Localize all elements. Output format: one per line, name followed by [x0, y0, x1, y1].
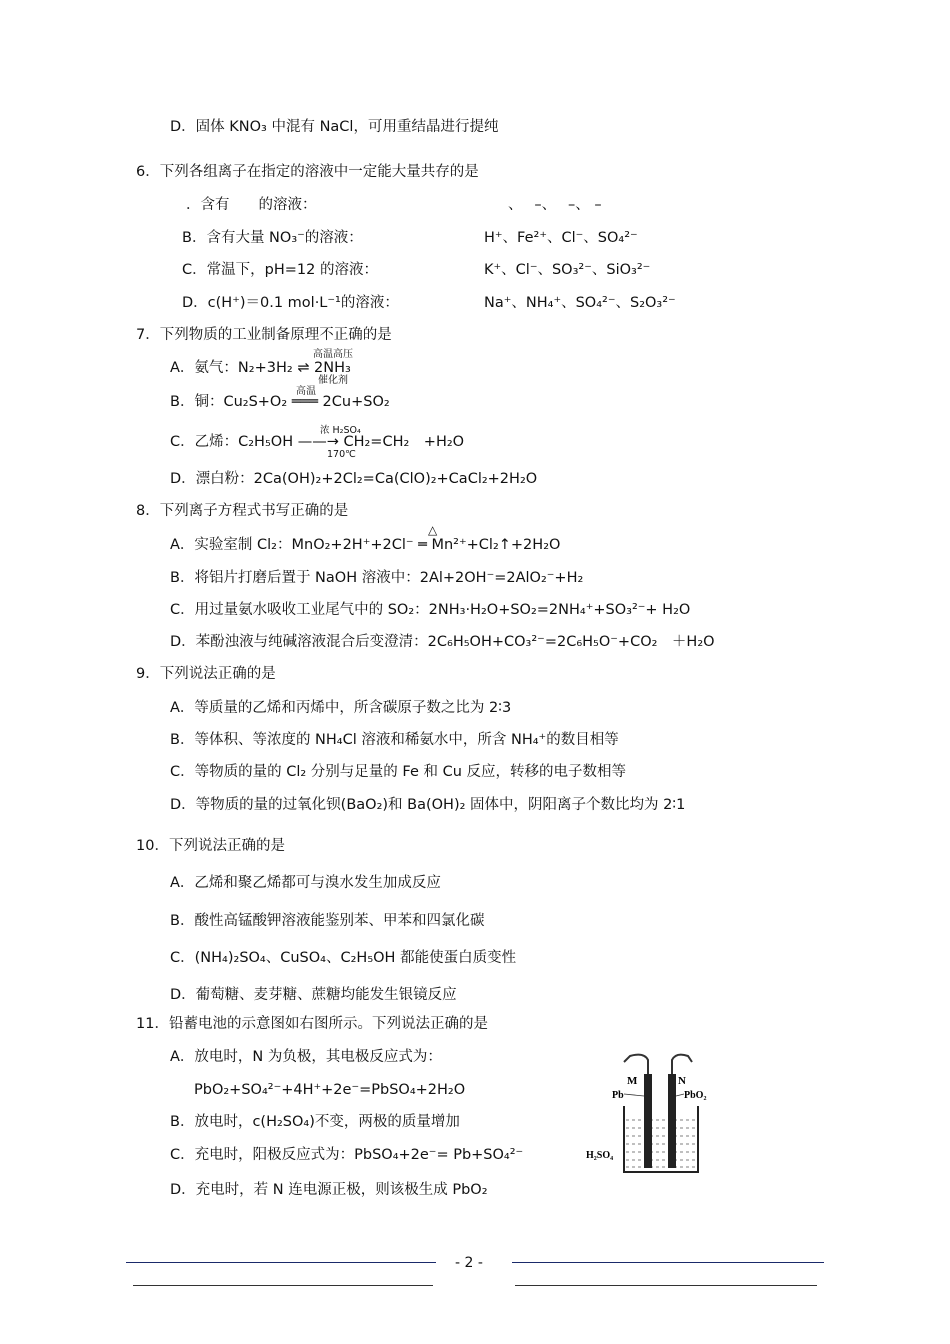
q6-option-b-left: B．含有大量 NO₃⁻的溶液：	[182, 230, 363, 246]
beaker	[624, 1106, 698, 1172]
electrode-n	[668, 1074, 676, 1168]
footer-rule-right-bottom	[515, 1285, 817, 1286]
q6-option-d-right: Na⁺、NH₄⁺、SO₄²⁻、S₂O₃²⁻	[484, 295, 676, 311]
electrode-m	[644, 1074, 652, 1168]
q6-option-c-right: K⁺、Cl⁻、SO₃²⁻、SiO₃²⁻	[484, 262, 651, 278]
q6-option-b-right: H⁺、Fe²⁺、Cl⁻、SO₄²⁻	[484, 230, 638, 246]
q8-option-a: A．实验室制 Cl₂：MnO₂+2H⁺+2Cl⁻ ═ Mn²⁺+Cl₂↑+2H₂O	[170, 537, 561, 553]
q8-option-d: D．苯酚浊液与纯碱溶液混合后变澄清：2C₆H₅OH+CO₃²⁻=2C₆H₅O⁻+CO₂ ＋H₂O	[170, 634, 715, 650]
q8-option-c: C．用过量氨水吸收工业尾气中的 SO₂：2NH₃·H₂O+SO₂=2NH₄⁺+SO₃²⁻+ H₂O	[170, 602, 691, 618]
electrolyte	[626, 1120, 696, 1167]
q7c-condition-bottom: 170℃	[327, 449, 356, 460]
q11-option-d: D．充电时，若 N 连电源正极，则该极生成 PbO₂	[170, 1182, 488, 1198]
lead-battery-diagram	[586, 1046, 726, 1186]
q9-option-a: A．等质量的乙烯和丙烯中，所含碳原子数之比为 2∶3	[170, 700, 512, 716]
pointer-pb	[624, 1094, 644, 1096]
q11-stem: 11．铅蓄电池的示意图如右图所示。下列说法正确的是	[136, 1016, 488, 1032]
q7-option-b: B．铜：Cu₂S+O₂ ═══ 2Cu+SO₂	[170, 394, 390, 410]
q9-stem: 9．下列说法正确的是	[136, 666, 276, 682]
q6-option-a-left: ．含有 的溶液：	[186, 197, 317, 213]
wire-n	[672, 1055, 692, 1074]
q7b-condition: 高温	[296, 386, 316, 397]
q6-option-c-left: C．常温下，pH=12 的溶液：	[182, 262, 378, 278]
q10-option-b: B．酸性高锰酸钾溶液能鉴别苯、甲苯和四氯化碳	[170, 913, 485, 929]
q10-option-d: D．葡萄糖、麦芽糖、蔗糖均能发生银镜反应	[170, 987, 457, 1003]
q7-option-a: A．氨气：N₂+3H₂ ⇌ 2NH₃	[170, 360, 351, 376]
q9-option-c: C．等物质的量的 Cl₂ 分别与足量的 Fe 和 Cu 反应，转移的电子数相等	[170, 764, 627, 780]
label-h2so4: H₂SO₄	[586, 1150, 614, 1161]
q11-option-c: C．充电时，阳极反应式为：PbSO₄+2e⁻= Pb+SO₄²⁻	[170, 1147, 524, 1163]
footer-rule-left-top	[126, 1262, 436, 1263]
q7a-condition-top: 高温高压	[313, 349, 353, 360]
q7-option-d: D．漂白粉：2Ca(OH)₂+2Cl₂=Ca(ClO)₂+CaCl₂+2H₂O	[170, 471, 538, 487]
q9-option-b: B．等体积、等浓度的 NH₄Cl 溶液和稀氨水中，所含 NH₄⁺的数目相等	[170, 732, 619, 748]
q8a-condition: △	[428, 523, 438, 537]
pointer-pbo2	[676, 1094, 684, 1096]
q7-option-c: C．乙烯：C₂H₅OH ——→ CH₂=CH₂ +H₂O	[170, 434, 465, 450]
q10-option-a: A．乙烯和聚乙烯都可与溴水发生加成反应	[170, 875, 441, 891]
page-number: - 2 -	[455, 1255, 483, 1271]
q10-option-c: C．(NH₄)₂SO₄、CuSO₄、C₂H₅OH 都能使蛋白质变性	[170, 950, 517, 966]
label-m: M	[627, 1075, 638, 1087]
q11-option-a: A．放电时，N 为负极，其电极反应式为：	[170, 1049, 442, 1065]
q11-option-b: B．放电时，c(H₂SO₄)不变，两极的质量增加	[170, 1114, 460, 1130]
label-pbo2: PbO₂	[684, 1090, 707, 1101]
q8-option-b: B．将铝片打磨后置于 NaOH 溶液中：2Al+2OH⁻=2AlO₂⁻+H₂	[170, 570, 584, 586]
q6-option-d-left: D．c(H⁺)＝0.1 mol·L⁻¹的溶液：	[182, 295, 399, 311]
footer-rule-right-top	[512, 1262, 824, 1263]
q8-stem: 8．下列离子方程式书写正确的是	[136, 503, 349, 519]
q11-option-a-equation: PbO₂+SO₄²⁻+4H⁺+2e⁻=PbSO₄+2H₂O	[194, 1082, 466, 1098]
q10-stem: 10．下列说法正确的是	[136, 838, 285, 854]
q7-stem: 7．下列物质的工业制备原理不正确的是	[136, 327, 392, 343]
q6-stem: 6．下列各组离子在指定的溶液中一定能大量共存的是	[136, 164, 479, 180]
wire-m	[624, 1055, 648, 1074]
q5-option-d: D．固体 KNO₃ 中混有 NaCl，可用重结晶进行提纯	[170, 119, 499, 135]
label-pb: Pb	[612, 1090, 624, 1101]
q6-option-a-right: 、 –、 –、 –	[508, 197, 602, 213]
label-n: N	[678, 1075, 686, 1087]
q7c-condition-top: 浓 H₂SO₄	[320, 425, 361, 436]
footer-rule-left-bottom	[133, 1285, 433, 1286]
q7a-condition-bottom: 催化剂	[318, 375, 348, 386]
q9-option-d: D．等物质的量的过氧化钡(BaO₂)和 Ba(OH)₂ 固体中，阴阳离子个数比均为 2∶1	[170, 797, 686, 813]
